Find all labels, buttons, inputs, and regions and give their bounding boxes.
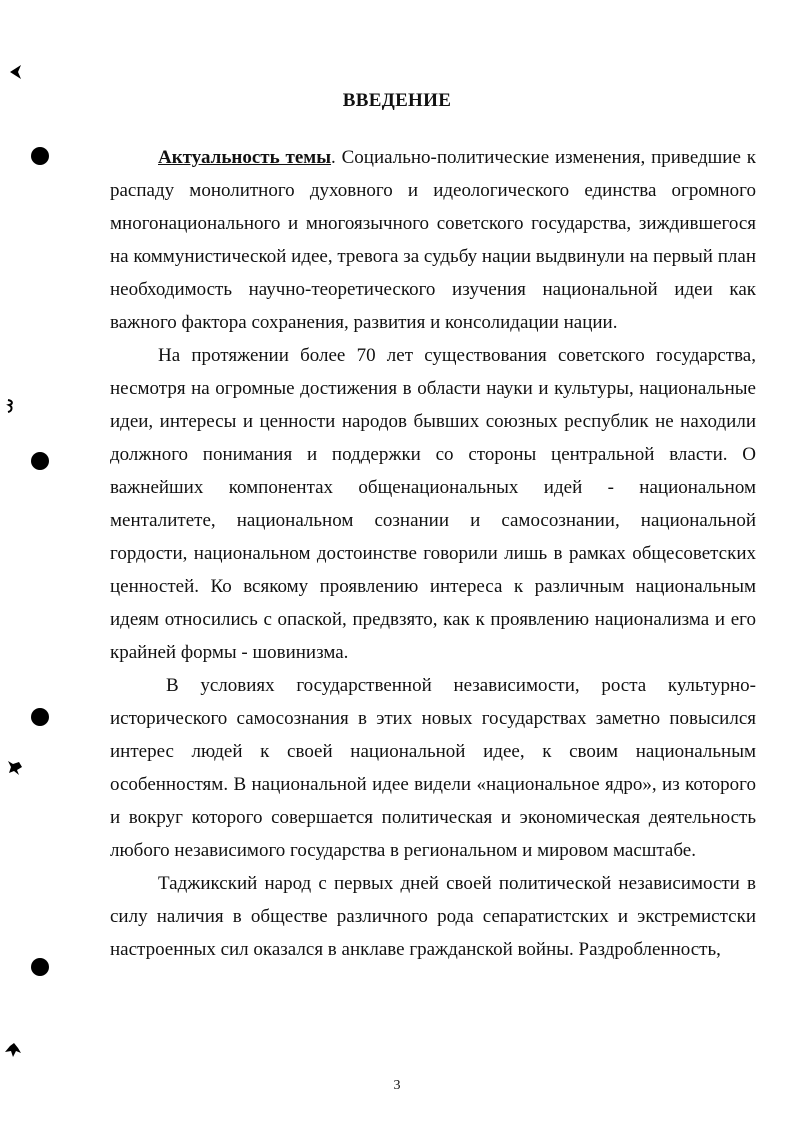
scan-speck-icon <box>5 398 15 419</box>
paragraph-lead: Актуальность темы <box>158 147 332 168</box>
page-title: ВВЕДЕНИЕ <box>342 90 452 111</box>
scan-blot-icon <box>4 1042 22 1063</box>
page-number: 3 <box>393 1078 401 1093</box>
binder-hole-icon <box>31 958 49 976</box>
binder-hole-icon <box>31 452 49 470</box>
body-text <box>110 141 756 966</box>
binder-hole-icon <box>31 708 49 726</box>
binder-hole-icon <box>31 147 49 165</box>
paragraph: На протяжении более 70 лет существования советского государства, несмотря на огромные достижения в области науки и культуры, национальные идеи, интересы и ценности народов бывших союзных республик не находили должного понимания и поддержки со стороны центральной власти. О важнейших компонентах общенациональных идей - национальном менталитете, национальном сознании и самосознании, национальной гордости, национальном достоинстве говорили лишь в рамках общесоветских ценностей. Ко всякому проявлению интереса к различным национальным идеям относились с опаской, предвзято, как к проявлению национализма и его крайней формы - шовинизма. <box>110 345 756 663</box>
paragraph: В условиях государственной независимости, роста культурно-исторического самосознания в этих новых государствах заметно повысился интерес людей к своей национальной идее, к своим национальным особенностям. В национальной идее видели «национальное ядро», из которого и вокруг которого совершается политическая и экономическая деятельность любого независимого государства в региональном и мировом масштабе. <box>110 675 756 861</box>
paragraph <box>110 141 756 339</box>
scan-blot-icon <box>6 758 24 781</box>
paragraph: Таджикский народ с первых дней своей политической независимости в силу наличия в обществе различного рода сепаратистских и экстремистски настроенных сил оказался в анклаве гражданской войны. Раздробленность, <box>110 873 756 960</box>
binding-arrow-icon <box>8 64 22 85</box>
paragraph-text: . Социально-политические изменения, приведшие к распаду монолитного духовного и идеологического единства огромного многонационального и многоязычного советского государства, зиждившегося на коммунистической идее, тревога за судьбу нации выдвинули на первый план необходимость научно-теоретического изучения национальной идеи как важного фактора сохранения, развития и консолидации нации. <box>110 147 756 333</box>
